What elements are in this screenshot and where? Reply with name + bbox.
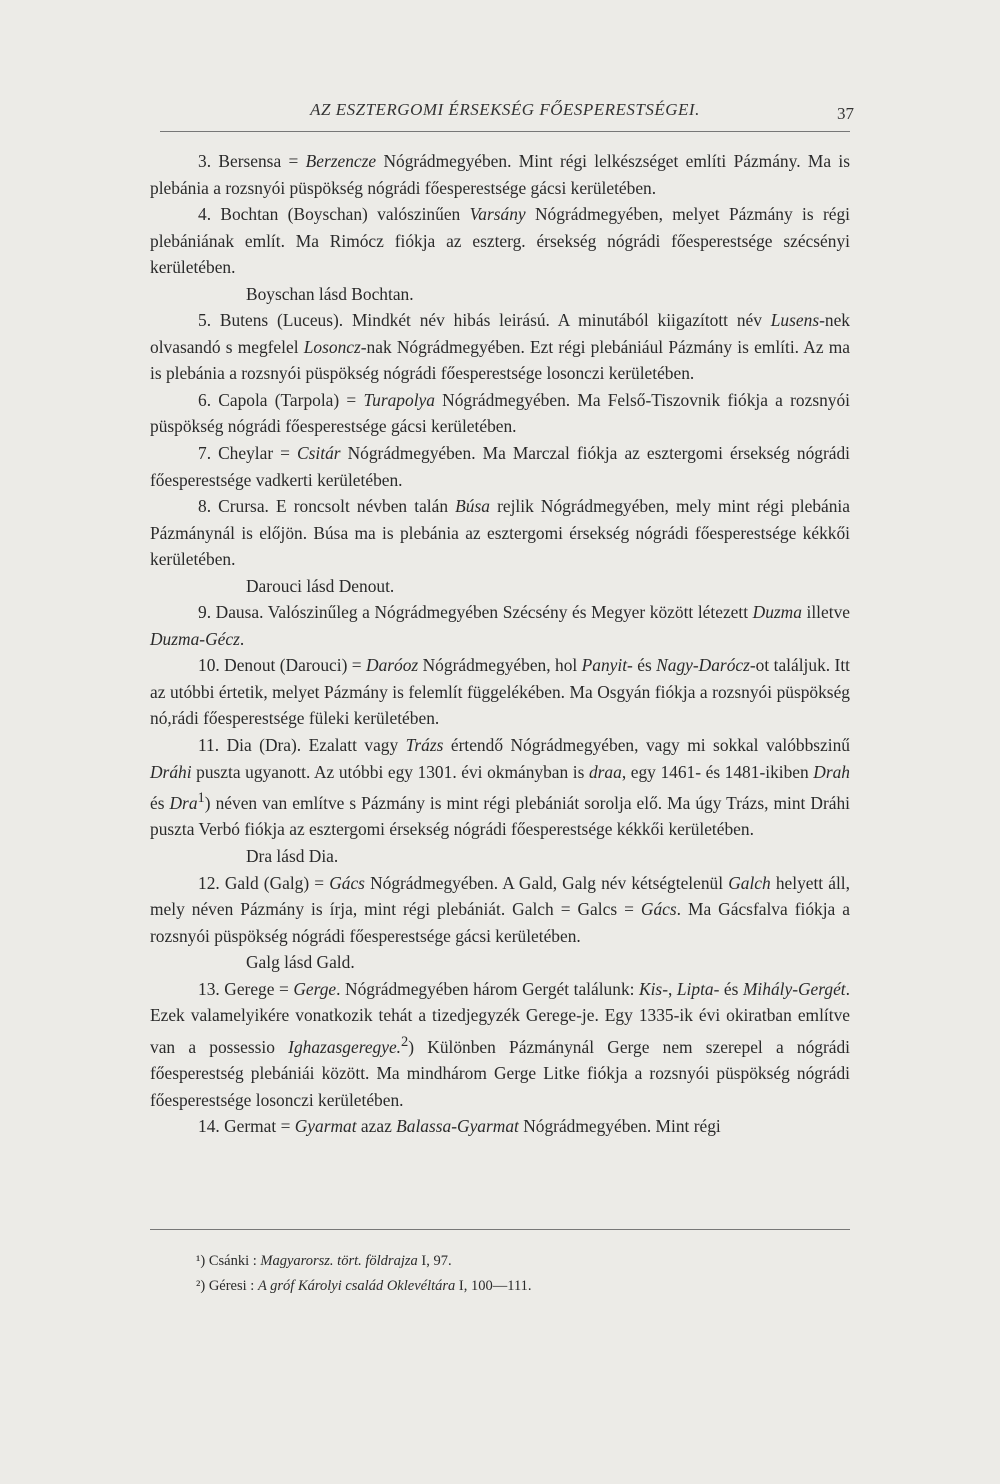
header-rule: [160, 131, 850, 132]
entry-paragraph: 3. Bersensa = Berzencze Nógrádmegyében. Mint régi lelkészséget említi Pázmány. Ma is plebánia a rozsnyói püspökség nógrádi főesperestsége gácsi kerületében.: [150, 151, 850, 198]
entry-paragraph: 11. Dia (Dra). Ezalatt vagy Trázs értendő Nógrádmegyében, vagy mi sokkal valóbbszinű Dráhi puszta ugyanott. Az utóbbi egy 1301. évi okmányban is draa, egy 1461- és 1481-ikiben Drah és Dra$^1$) néven van említve s Pázmány is mint régi plebániát sorolja elő. Ma úgy Trázs, mint Dráhi puszta Verbó fiókja az esztergomi érsekség nógrádi főesperestsége kékkői kerületében.: [150, 735, 850, 840]
footnote-mark: ²): [196, 1278, 206, 1294]
page-number: 37: [837, 104, 854, 123]
footnote-mark: ¹): [196, 1253, 206, 1269]
entry-paragraph: 8. Crursa. E roncsolt névben talán Búsa rejlik Nógrádmegyében, mely mint régi plebánia Pázmánynál is előjön. Búsa ma is plebánia az esztergomi érsekség nógrádi főesperestsége kékkői kerületében.: [150, 496, 850, 570]
entry-paragraph: 13. Gerege = Gerge. Nógrádmegyében három Gergét találunk: Kis-, Lipta- és Mihály-Gergét. Ezek valamelyikére vonatkozik tehát a tizedjegyzék Gerege-je. Egy 1335-ik évi okiratban említve van a possessio Ighazasgeregye.$^2$) Különben Pázmánynál Gerge nem szerepel a nógrádi főesperestség plebániái között. Ma mindhárom Gerge Litke fiókja a rozsnyói püspökség nógrádi főesperestsége losonczi kerületében.: [150, 978, 850, 1110]
footnote-author: Csánki :: [208, 1253, 257, 1269]
footnote-rule: [150, 1229, 850, 1230]
footnote-author: Géresi :: [208, 1278, 255, 1294]
cross-reference: Dra lásd Dia.: [246, 846, 339, 867]
cross-reference: Boyschan lásd Bochtan.: [246, 283, 414, 304]
entry-paragraph: 5. Butens (Luceus). Mindkét név hibás leirású. A minutából kiigazított név Lusens-nek olvasandó s megfelel Losoncz-nak Nógrádmegyében. Ezt régi plebániául Pázmány is említi. Az ma is plebánia a rozsnyói püspökség nógrádi főesperestsége losonczi kerületében.: [150, 310, 850, 384]
entry-paragraph: 7. Cheylar = Csitár Nógrádmegyében. Ma Marczal fiókja az esztergomi érsekség nógrádi főesperestsége vadkerti kerületében.: [150, 443, 850, 490]
body-text: [150, 148, 850, 1140]
footnote-title: Magyarorsz. tört. földrajza: [260, 1253, 418, 1269]
entry-paragraph: 4. Bochtan (Boyschan) valószinűen Varsány Nógrádmegyében, melyet Pázmány is régi plebániának említ. Ma Rimócz fiókja az eszterg. érsekség nógrádi főesperestsége szécsényi kerületében.: [150, 204, 850, 278]
entry-paragraph: 12. Gald (Galg) = Gács Nógrádmegyében. A Gald, Galg név kétségtelenül Galch helyett áll, mely néven Pázmány is írja, mint régi plebániát. Galch = Galcs = Gács. Ma Gácsfalva fiókja a rozsnyói püspökség nógrádi főesperestsége gácsi kerületében.: [150, 872, 850, 946]
entry-paragraph: 9. Dausa. Valószinűleg a Nógrádmegyében Szécsény és Megyer között létezett Duzma illetve Duzma-Gécz.: [150, 602, 850, 649]
cross-reference: Darouci lásd Denout.: [246, 575, 395, 596]
entry-paragraph: 6. Capola (Tarpola) = Turapolya Nógrádmegyében. Ma Felső-Tiszovnik fiókja a rozsnyói püspökség nógrádi főesperestsége gácsi kerületében.: [150, 389, 851, 437]
entry-paragraph: 14. Germat = Gyarmat azaz Balassa-Gyarmat Nógrádmegyében. Mint régi: [198, 1116, 721, 1137]
footnotes: [196, 1249, 816, 1299]
footnote-ref: I, 100—111.: [458, 1278, 532, 1294]
footnote-ref: I, 97.: [421, 1253, 452, 1269]
footnote: [196, 1249, 816, 1274]
entry-paragraph: 10. Denout (Darouci) = Daróoz Nógrádmegyében, hol Panyit- és Nagy-Darócz-ot találjuk. Itt az utóbbi értetik, melyet Pázmány is felemlít függelékében. Ma Osgyán fiókja a rozsnyói püspökség nó,rádi főesperestsége füleki kerületében.: [150, 655, 851, 729]
running-head: AZ ESZTERGOMI ÉRSEKSÉG FŐESPERESTSÉGEI.: [310, 100, 700, 119]
footnote: [196, 1274, 816, 1299]
footnote-title: A gróf Károlyi család Oklevéltára: [257, 1278, 456, 1294]
cross-reference: Galg lásd Gald.: [246, 952, 355, 973]
